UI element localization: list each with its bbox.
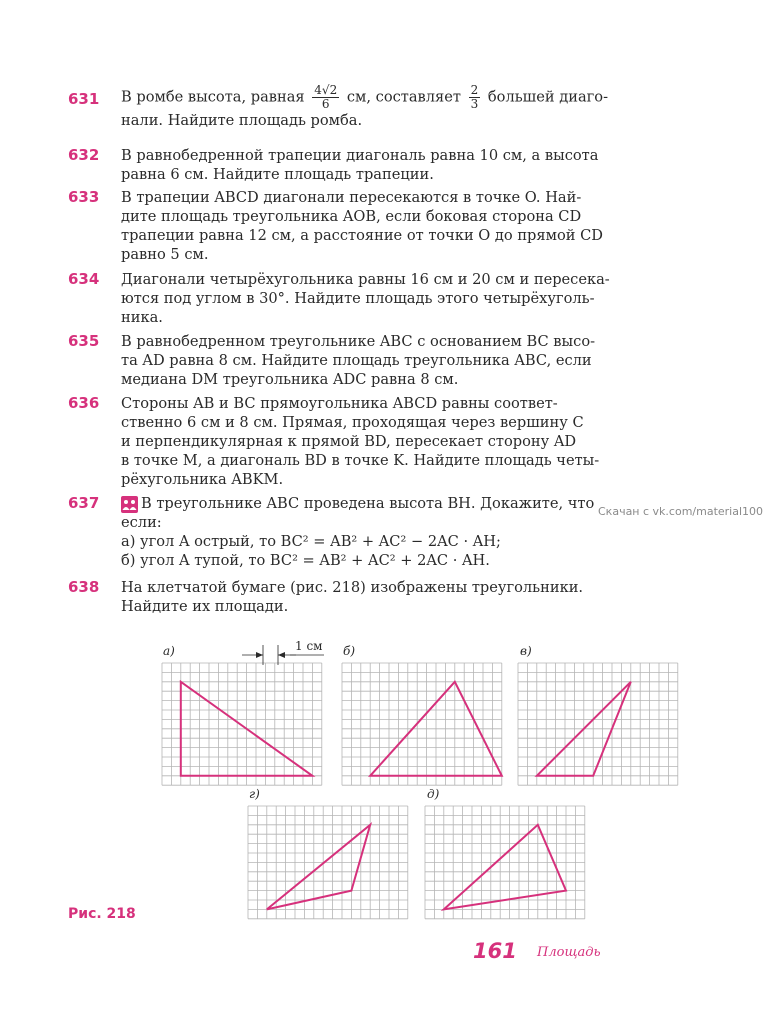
grid-panel	[342, 644, 502, 785]
problem-text: В равнобедренном треугольнике ABC с основанием BC высо- та AD равна 8 см. Найдите площадь треугольника ABC, если медиана DM треугольника ADC равна 8 см.	[121, 333, 596, 388]
problem-text: Стороны AB и BC прямоугольника ABCD равны соответ- ственно 6 см и 8 см. Прямая, проходящая через вершину C и перпендикулярная к прямой BD, пересекает сторону AD в точке M, а диагональ BD в точке K. Найдите площадь четы- рёхугольника ABKM.	[121, 395, 600, 488]
problem-number: 631	[68, 90, 100, 108]
text-line: нали. Найдите площадь ромба.	[121, 112, 363, 129]
problem-text: В равнобедренной трапеции диагональ равна 10 см, а высота равна 6 см. Найдите площадь трапеции.	[121, 147, 599, 183]
triangle	[267, 825, 370, 910]
panel-label: в)	[520, 644, 532, 658]
triangle	[444, 825, 566, 910]
problem-text: Диагонали четырёхугольника равны 16 см и 20 см и пересека- ются под углом в 30°. Найдите площадь этого четырёхуголь- ника.	[121, 271, 610, 326]
problem-number: 633	[68, 188, 100, 206]
problem-number: 632	[68, 146, 100, 164]
problem-number: 637	[68, 494, 100, 512]
panel-label: а)	[163, 644, 175, 658]
grid-panel	[425, 787, 585, 919]
figure-caption: Рис. 218	[68, 906, 136, 922]
problem-text: В трапеции ABCD диагонали пересекаются в точке O. Най- дите площадь треугольника AOB, если боковая сторона CD трапеции равна 12 см, а расстояние от точки O до прямой CD равно 5 см.	[121, 189, 603, 263]
fraction: $\frac{2}{3}$	[470, 83, 479, 111]
page-number: 161	[473, 939, 517, 963]
watermark: Скачан с vk.com/material100	[598, 505, 764, 518]
scale-label: 1 см	[295, 639, 323, 653]
section-title: Площадь	[537, 945, 601, 960]
panel-label: б)	[343, 644, 356, 658]
problem-text: На клетчатой бумаге (рис. 218) изображены треугольники. Найдите их площади.	[121, 579, 584, 615]
problem-number: 634	[68, 270, 100, 288]
grid-panel	[518, 644, 678, 785]
fraction: $\frac{4√2}{6}$	[314, 83, 338, 111]
problem-text: В треугольнике ABC проведена высота BH. Докажите, что если: а) угол A острый, то BC² = AB² + AC² − 2AC · AH; б) угол A тупой, то BC² = AB² + AC² + 2AC · AH.	[121, 495, 595, 569]
grid-panel	[162, 644, 322, 785]
text-line: В ромбе высота, равная	[121, 88, 305, 106]
problem-number: 636	[68, 394, 100, 412]
text-line: см, составляет	[346, 88, 461, 106]
grid-panel	[248, 787, 408, 919]
problem-number: 635	[68, 332, 100, 350]
panel-label: д)	[427, 787, 440, 801]
text-line: большей диаго-	[487, 88, 609, 106]
scale-marker	[242, 639, 324, 665]
panel-label: г)	[249, 787, 260, 801]
problem-number: 638	[68, 578, 100, 596]
